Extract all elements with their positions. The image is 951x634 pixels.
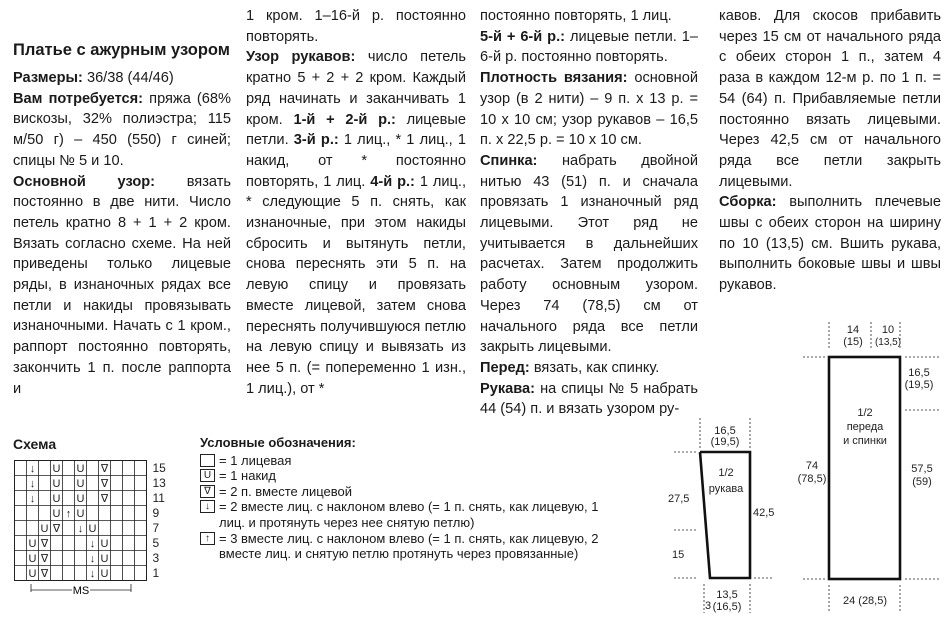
legend-item — [200, 453, 620, 469]
chart-symbol: ∇ — [40, 538, 49, 550]
text-column-1 — [13, 40, 231, 399]
sleeve-pattern-paragraph — [246, 47, 466, 399]
sleeve-right: 42,5 — [753, 507, 775, 519]
need-paragraph — [13, 89, 231, 172]
chart-row-label: 5 — [152, 536, 160, 550]
legend-text: = 2 п. вместе лицевой — [219, 483, 353, 499]
back-value: набрать двойной нитью 43 (51) п. и сначала провязать 1 изнаночный ряд лицевыми. Этот ряд не учитывается в дальнейших расчетах. Затем продолжить работу основным узором. Через 74 (78,5) см от начального ряда все петли закрыть лицевыми. — [480, 152, 698, 356]
body-right-top: 16,5 — [908, 367, 930, 379]
chart-symbol: ↑ — [65, 508, 72, 520]
chart-symbol: U — [76, 463, 85, 475]
sk2p-symbol-icon: ↑ — [200, 532, 215, 545]
sleeves-value: на спицы № 5 набрать 44 (54) п. и вязать узором ру- — [480, 380, 698, 418]
sleeves-label: Рукава: — [480, 380, 536, 397]
col2-start: 1 кром. 1–16-й р. постоянно повторять. — [246, 8, 466, 45]
body-top-a-alt: (15) — [843, 336, 863, 348]
rows56-label: 5-й + 6-й р.: — [480, 28, 566, 45]
assembly-value: выполнить плечевые швы с обеих сторон на ширину по 10 (13,5) см. Вшить рукава, выполнить боковые швы и швы рукавов. — [719, 194, 941, 294]
sizes-value: 36/38 (44/46) — [86, 70, 174, 86]
body-left: 74 — [805, 460, 819, 472]
body-right-alt: (59) — [912, 476, 932, 488]
ms-label: MS — [72, 585, 90, 597]
page-title: Платье с ажурным узором — [13, 41, 230, 59]
text-column-2 — [246, 6, 466, 399]
body-label-3: и спинки — [843, 435, 887, 447]
chart-symbol: ↓ — [77, 523, 84, 535]
chart-symbol: U — [40, 523, 49, 535]
chart-symbol: ↓ — [29, 463, 36, 475]
text-column-3 — [480, 6, 698, 420]
legend-text: = 3 вместе лиц. с наклоном влево (= 1 п. снять, как лицевую, 2 вместе лиц. и снятую петлю протянуть через провязанные) — [219, 530, 599, 562]
chart-symbol: U — [52, 463, 61, 475]
row4-label: 4-й р.: — [370, 173, 415, 190]
body-right-top-alt: (19,5) — [904, 379, 934, 391]
chart-row-label: 11 — [152, 491, 165, 505]
text-column-4 — [719, 6, 941, 296]
chart-row-label: 15 — [152, 461, 166, 475]
yarn-over-symbol-icon: U — [200, 469, 215, 482]
sleeve-left-low: 15 — [672, 549, 685, 561]
body-left-alt: (78,5) — [797, 473, 827, 485]
legend-title: Условные обозначения: — [200, 435, 356, 450]
row3-label: 3-й р.: — [293, 132, 339, 149]
body-label-2: переда — [846, 421, 884, 433]
legend-item — [200, 499, 620, 530]
sleeve-pattern-value: число петель кратно 5 + 2 + 2 кром. Каждый ряд начинать и заканчивать 1 кром. — [246, 49, 466, 128]
legend — [200, 435, 620, 562]
front-paragraph — [480, 358, 698, 379]
chart-symbol: U — [28, 553, 37, 565]
sleeve-bottom-alt: (16,5) — [712, 601, 742, 613]
chart-symbol: ∇ — [100, 493, 109, 505]
knitting-chart — [12, 456, 192, 616]
chart-symbol: ∇ — [52, 523, 61, 535]
main-pattern-paragraph — [13, 172, 231, 400]
chart-symbol: U — [52, 508, 61, 520]
chart-symbol: U — [88, 523, 97, 535]
chart-row-label: 7 — [152, 521, 160, 535]
chart-symbol: ↓ — [89, 568, 96, 580]
chart-symbol: U — [52, 493, 61, 505]
body-top-b-alt: (13,5) — [874, 337, 902, 348]
chart-row-label: 13 — [152, 476, 166, 490]
chart-symbol: U — [76, 478, 85, 490]
chart-symbol: U — [52, 478, 61, 490]
rows56-value: лицевые петли. 1–6-й р. постоянно повторять. — [480, 28, 698, 66]
chart-symbol: ∇ — [100, 478, 109, 490]
k2tog-symbol-icon: ∇ — [200, 485, 215, 498]
chart-symbol: ↓ — [89, 538, 96, 550]
back-label: Спинка: — [480, 152, 538, 169]
legend-text: = 2 вместе лиц. с наклоном влево (= 1 п. снять, как лицевую, 1 лиц. и протянуть через нее снятую петлю) — [219, 499, 599, 530]
main-pattern-value: вязать постоянно в две нити. Число петель кратно 8 + 1 + 2 кром. Вязать согласно схеме. На ней приведены только лицевые ряды, в изнаночных рядах все петли и накиды провязывать изнаночными. Начать с 1 кром., раппорт постоянно повторять, закончить 1 п. после раппорта и — [13, 173, 231, 397]
body-right: 57,5 — [911, 463, 933, 475]
chart-symbol: U — [28, 538, 37, 550]
sleeve-bottom: 13,5 — [716, 589, 738, 601]
schema-title: Схема — [13, 436, 57, 452]
chart-symbol: U — [76, 508, 85, 520]
chart-symbol: ↓ — [29, 478, 36, 490]
legend-item — [200, 468, 620, 484]
col3-start: постоянно повторять, 1 лиц. — [480, 8, 672, 24]
chart-symbol: U — [76, 493, 85, 505]
sizes-label: Размеры: — [13, 70, 83, 86]
rows12-label: 1-й + 2-й р.: — [293, 111, 396, 128]
col4-start: кавов. Для скосов прибавить через 15 см от начального ряда с обеих сторон 1 п., затем 4 раза в каждом 12-м р. по 1 п. = 54 (64) п. Прибавляемые петли постоянно вязать лицевыми. Через 42,5 см от начального ряда все петли закрыть лицевыми. — [719, 8, 941, 190]
need-label: Вам потребуется: — [13, 90, 144, 107]
sleeve-label-2: рукава — [708, 483, 744, 495]
chart-symbol: ∇ — [100, 463, 109, 475]
chart-row-label: 1 — [152, 566, 160, 580]
chart-symbol: ∇ — [40, 553, 49, 565]
body-pattern-diagram — [795, 320, 945, 616]
back-paragraph — [480, 151, 698, 358]
chart-row-label: 3 — [152, 551, 160, 565]
body-top-b: 10 — [881, 324, 895, 336]
legend-item — [200, 531, 620, 562]
chart-symbol: U — [100, 568, 109, 580]
legend-item — [200, 484, 620, 500]
density-value: основной узор (в 2 нити) – 9 п. х 13 р. = 10 х 10 см; узор рукавов – 16,5 п. х 22,5 р. = 10 х 10 см. — [480, 70, 698, 149]
sleeve-left: 27,5 — [668, 493, 690, 505]
chart-symbol: ↓ — [29, 493, 36, 505]
body-top-a: 14 — [846, 324, 860, 336]
row4-value: 1 лиц., * следующие 5 п. снять, как изнаночные, при этом накиды сбросить и вытянуть петли, снова переснять эти 5 п. на левую спицу и провязать вместе лицевой, затем снова переснять получившуюся петлю на левую спицу и вывязать из нее 5 п. (= попеременно 1 изн., 1 лиц.), от * — [246, 173, 467, 397]
assembly-paragraph — [719, 192, 941, 296]
sleeve-pattern-label: Узор рукавов: — [246, 49, 356, 66]
need-value: пряжа (68% вискозы, 32% полиэстра; 115 м/50 г) – 450 (550) г синей; спицы № 5 и 10. — [13, 90, 231, 169]
rows12-value: лицевые петли. — [246, 111, 466, 149]
front-label: Перед: — [480, 359, 530, 376]
legend-text: = 1 лицевая — [219, 452, 292, 468]
sleeve-label-1: 1/2 — [718, 467, 734, 479]
sleeves-paragraph — [480, 379, 698, 420]
body-bottom: 24 (28,5) — [842, 595, 888, 607]
legend-text: = 1 накид — [219, 468, 276, 484]
sizes-paragraph — [13, 68, 231, 89]
sleeve-pattern-diagram — [664, 418, 784, 618]
chart-symbol: U — [100, 538, 109, 550]
chart-symbol: ↓ — [89, 553, 96, 565]
body-outline — [829, 357, 900, 579]
chart-row-label: 9 — [152, 506, 160, 520]
knit-symbol-icon — [200, 454, 215, 467]
chart-symbol: ∇ — [40, 568, 49, 580]
sleeve-top-alt: (19,5) — [710, 436, 740, 448]
density-paragraph — [480, 68, 698, 151]
front-value: вязать, как спинку. — [533, 359, 660, 376]
row3-value: 1 лиц., * 1 лиц., 1 накид, от * постоянно повторять, 1 лиц. — [246, 132, 466, 190]
rows56-paragraph — [480, 27, 698, 68]
sleeve-top: 16,5 — [714, 425, 736, 437]
body-label-1: 1/2 — [857, 407, 873, 419]
density-label: Плотность вязания: — [480, 70, 628, 87]
chart-symbol: U — [28, 568, 37, 580]
ssk-symbol-icon: ↓ — [200, 500, 215, 513]
chart-symbol: U — [100, 553, 109, 565]
main-pattern-label: Основной узор: — [13, 173, 156, 190]
assembly-label: Сборка: — [719, 194, 777, 211]
sleeve-bottom-small: 3 — [705, 600, 712, 612]
